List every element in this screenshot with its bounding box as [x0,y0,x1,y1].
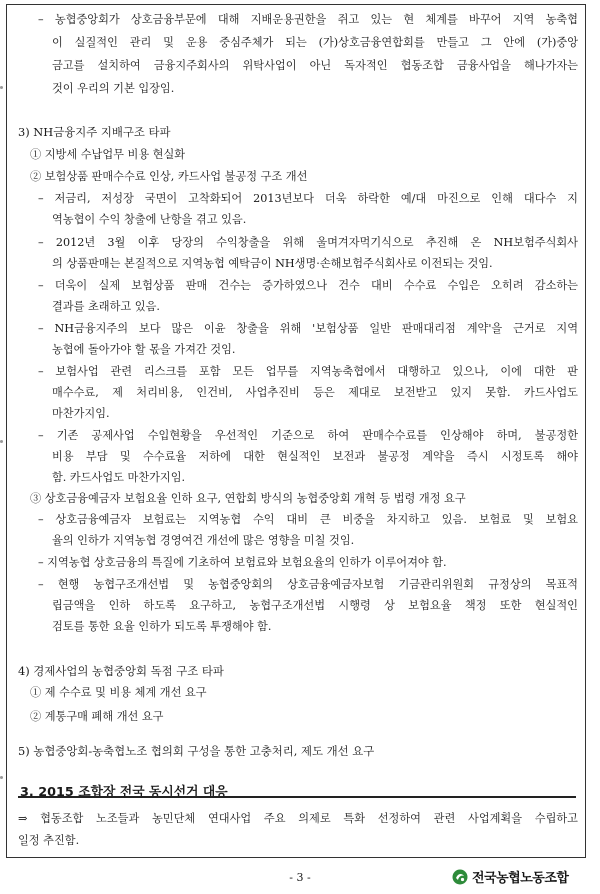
page-number: - 3 - [289,871,311,884]
sec5-title: 5) 농협중앙회-농축협노조 협의회 구성을 통한 고충처리, 제도 개선 요구 [18,744,375,758]
section-heading: 3. 2015 조합장 전국 동시선거 대응 [20,785,228,800]
bullet-line: 결과를 초래하고 있음. [52,300,160,313]
bullet-line: – 기존 공제사업 수입현황을 우선적인 기준으로 하여 판매수수료를 인상해야 하며, 불공정한 [38,429,578,442]
bullet-line: 역농협이 수익 창출에 난항을 겪고 있음. [52,213,247,226]
bullet-line: – 보험사업 관련 리스크를 포함 모든 업무를 지역농축협에서 대행하고 있으나, 이에 대한 판 [38,365,578,378]
org-name: 전국농협노동조합 [472,871,569,886]
intro-line: – 농협중앙회가 상호금융부문에 대해 지배운용권한을 쥐고 있는 현 체계를 바꾸어 지역 농축협 [38,13,578,26]
bullet-line: 매수수료, 제 처리비용, 인건비, 사업추진비 등은 제대로 보전받고 있지 못함. 카드사업도 [52,386,578,399]
binder-hole [0,776,3,779]
bullet-line: 비용 부담 및 수수료율 저하에 대한 현실적인 보전과 불공정 계약을 즉시 시정토록 해야 [52,450,578,463]
intro-line: 금고를 설치하여 금융지주회사의 위탁사업이 아닌 독자적인 협동조합 금융사업을 해나가자는 [52,59,578,72]
section-body-line: 일정 추진함. [18,834,80,847]
org-logo [452,867,568,886]
section-rule [18,796,576,798]
sec3-item1: ① 지방세 수납업무 비용 현실화 [30,148,186,161]
bullet-line: 마찬가지임. [52,407,110,420]
sec4-item2: ② 계통구매 폐해 개선 요구 [30,710,164,723]
binder-hole [0,440,3,443]
bullet-line: 검토를 통한 요율 인하가 되도록 투쟁해야 함. [52,620,272,633]
intro-line: 이 실질적인 관리 및 운용 중심주체가 되는 (가)상호금융연합회를 만들고 그 안에 (가)중앙 [52,36,578,49]
bullet-line: – 더욱이 실제 보험상품 판매 건수는 증가하였으나 건수 대비 수수료 수입은 오히려 감소하는 [38,279,578,292]
sec3-item3: ③ 상호금융예금자 보험요율 인하 요구, 연합회 방식의 농협중앙회 개혁 등 법령 개정 요구 [30,492,466,505]
bullet-line: – 상호금융예금자 보험료는 지역농협 수익 대비 큰 비중을 차지하고 있음. 보험료 및 보험요 [38,513,578,526]
intro-line: 것이 우리의 기본 입장임. [52,82,175,95]
bullet-line: – 현행 농협구조개선법 및 농협중앙회의 상호금융예금자보험 기금관리위원회 규정상의 목표적 [38,578,578,591]
union-emblem-icon [452,869,468,885]
bullet-line: – 2012년 3월 이후 당장의 수익창출을 위해 울며겨자먹기식으로 추진해 온 NH보험주식회사 [38,236,578,249]
bullet-line: 함. 카드사업도 마찬가지임. [52,471,186,484]
sec4-item1: ① 제 수수료 및 비용 체계 개선 요구 [30,686,207,699]
section-body-line: ⇒ 협동조합 노조들과 농민단체 연대사업 주요 의제로 특화 선정하여 관련 사업계획을 수립하고 [18,812,578,825]
sec3-title: 3) NH금융지주 지배구조 타파 [18,125,171,139]
sec4-title: 4) 경제사업의 농협중앙회 독점 구조 타파 [18,664,224,678]
bullet-line: – 저금리, 저성장 국면이 고착화되어 2013년보다 더욱 하락한 예/대 마진으로 인해 대다수 지 [38,192,578,205]
bullet-line: 율의 인하가 지역농협 경영여건 개선에 많은 영향을 미칠 것임. [52,534,355,547]
sec3-item2: ② 보험상품 판매수수료 인상, 카드사업 불공정 구조 개선 [30,170,308,183]
bullet-line: – NH금융지주의 보다 많은 이윤 창출을 위해 '보험상품 일반 판매대리점 계약'을 근거로 지역 [38,322,578,335]
bullet-line: 농협에 돌아가야 할 몫을 가져간 것임. [52,343,236,356]
binder-hole [0,86,3,89]
bullet-line: 의 상품판매는 본질적으로 지역농협 예탁금이 NH생명·손해보험주식회사로 이전되는 것임. [52,257,493,270]
bullet-line: – 지역농협 상호금융의 특질에 기초하여 보험료와 보험요율의 인하가 이루어져야 함. [38,556,447,569]
bullet-line: 립금액을 인하 하도록 요구하고, 농협구조개선법 시행령 상 보험요율 책정 또한 현실적인 [52,599,578,612]
